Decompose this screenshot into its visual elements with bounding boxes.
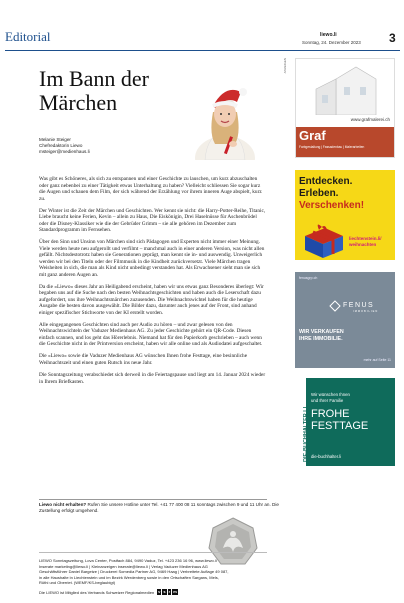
buch-small-2: und Ihrer Familie — [311, 397, 344, 403]
imprint-line: Geschäftsführer Daniel Bargetze | Druckerei Somedia Partner AG, 9469 Haag | Verbreitete Auflage 49 087, — [39, 569, 229, 575]
buch-greeting-1: FROHE — [311, 408, 350, 420]
lie-headline-2: Erleben. — [299, 188, 339, 199]
article-paragraph: Die «Liewo» sowie die Vaduzer Medienhaus AG wünschen Ihnen frohe Festtage, eine besinnliche Weihnachtszeit und einen guten Rutsch ins neue Jahr. — [39, 353, 248, 366]
vsrm-membership — [39, 589, 178, 595]
buch-greeting — [311, 408, 368, 432]
article-paragraph: Die Sonntagszeitung verabschiedet sich derweil in die Feiertagspause und liegt am 14. Januar 2024 wieder in Ihrem Briefkasten. — [39, 372, 266, 385]
lie-url[interactable] — [349, 236, 382, 248]
buch-small-1: Wir wünschen Ihnen — [311, 392, 350, 397]
buch-url[interactable]: die-buchhalter.li — [311, 454, 342, 459]
buch-greeting-2: FESTTAGE — [311, 420, 369, 432]
ads-label: ANZEIGEN — [283, 58, 287, 74]
imprint-line: LIEWO Sonntagszeitung, Lova Center, Postfach 884, 9490 Vaduz, Tel. +423 236 16 96, www.liewo.li — [39, 558, 217, 563]
author-name: Melanie Steiger — [39, 137, 71, 142]
fenus-message-2: IHRE IMMOBILIE. — [299, 335, 343, 342]
imprint-line: Rüthi und Oberriet. (WEMF/KS-beglaubigt) — [39, 580, 116, 586]
ad-graf[interactable] — [295, 58, 395, 158]
article-paragraph: Was gibt es Schöneres, als sich zu entspannen und einer Geschichte zu lauschen, um kurz abzuschalten oder ganz nebenbei zu einer Tätigkeit etwas Unterhaltung zu haben? Vielleicht schliessen Sie sogar kurz die Augen und schauen dem Film, der sich während der Erzählung vor ihrem inneren Auge abspielt, kurz zu. — [39, 176, 262, 202]
buch-vertical-logo: DIE-BUCHHALTER.LI — [303, 406, 309, 462]
vsrm-letter: m — [173, 589, 177, 594]
author-role: Chefredaktorin Liewo — [39, 143, 83, 149]
lie-headline-1: Entdecken. — [299, 176, 353, 187]
article-paragraph: Der Winter ist die Zeit der Märchen und Geschichten. Wer kennt sie nicht: die Harry-Potter-Reihe, Titanic, Liebe braucht keine Ferien, Kevin – allein zu Haus, Die Eiskönigin, Drei Haselnüsse für Aschenbrödel oder die Disney-Klassiker wie die der Gebrüder Grimm – sie alle gehören im Dezember zum Standardprogramm im Fernsehen. — [39, 207, 266, 234]
vsrm-letter: r — [168, 589, 171, 594]
imprint — [39, 558, 267, 586]
notice-text: Rufen Sie unsere Hotline unter Tel. +41 77 400 08 11 sonntags zwischen 9 und 11 Uhr an. Die Zustellung erfolgt umgehend. — [39, 502, 279, 513]
article-body — [39, 176, 267, 391]
header-date: Sonntag, 24. Dezember 2023 — [302, 40, 361, 45]
fenus-logo-mark — [329, 300, 341, 312]
buch-small-text — [311, 392, 350, 403]
graf-banner — [296, 127, 394, 158]
imprint-line: Inserate marketing@liewo.li | Kleinanzeigen inserate@liewo.li | Verlag Vaduzer Medienhaus AG — [39, 563, 208, 569]
ad-liechtenstein[interactable] — [295, 170, 395, 260]
lie-headline-3: Verschenken! — [299, 200, 365, 211]
header-domain: liewo.li — [320, 32, 337, 38]
delivery-notice — [39, 502, 279, 514]
author-block — [39, 137, 90, 156]
vsrm-text: Die LIEWO ist Mitglied des Verbands Schweizer Regionalmedien — [39, 589, 155, 595]
imprint-line: in alle Haushalte in Liechtenstein und im Bezirk Werdenberg sowie in den Ortschaften Sargans, Mels, — [39, 574, 219, 580]
article-paragraph: Alle eingegangenen Geschichten sind auch per Audio zu hören – und zwar gelesen von den Weihnachtswichteln der Vaduzer Medienhaus AG. Zu jeder Geschichte gehört ein QR-Code. Diesen einfach scannen, und los geht das Hörerlebnis. Niemand hat für den Papierkorb geschrieben – auch wenn die Geschichte nicht in der Printversion erscheint, haben wir alle online und als Audiodatei aufgeschaltet. — [39, 321, 263, 348]
header-divider — [5, 50, 400, 51]
page-number: 3 — [389, 31, 396, 45]
author-email[interactable]: msteiger@medienhaus.li — [39, 149, 90, 155]
fenus-logo: FENUS — [343, 302, 375, 309]
graf-url[interactable]: www.grafmalerei.ch — [350, 117, 390, 122]
graf-house-illustration — [296, 59, 395, 115]
fenus-cta[interactable]: mehr auf Seite 11 — [363, 358, 391, 362]
lie-url-line-1: liechtenstein.li/ — [349, 236, 382, 241]
ad-fenus[interactable] — [295, 272, 395, 368]
fenus-message-1: WIR VERKAUFEN — [299, 329, 344, 335]
fenus-message — [299, 329, 344, 342]
vsrm-letter: v — [158, 589, 161, 594]
gift-box-icon — [301, 218, 347, 258]
ad-buchhalter[interactable] — [295, 378, 395, 466]
notice-divider — [39, 499, 267, 500]
fenus-subtitle: IMMOBILIEN — [353, 310, 379, 313]
fenus-site: fenusgrp.ch — [299, 276, 318, 280]
headline: Im Bann der Märchen — [39, 66, 149, 115]
notice-title: Liewo nicht erhalten? — [39, 502, 87, 507]
vsrm-letter: s — [163, 589, 166, 594]
lie-url-line-2: weihnachten — [349, 242, 377, 247]
section-title: Editorial — [5, 29, 51, 44]
article-paragraph: Da die «Liewo» dieses Jahr an Heiligabend erscheint, haben wir uns etwas ganz Besonderes überlegt: Wir begaben uns auf die Suche nach den besten Weihnachtsgeschichten und haben auch die Leserschaft dazu aufgefordert, uns ihre Weihnachtsmärchen zuzusenden. Die Weihnachtswichtel haben für die heutige Ausgabe die besten davon ausgewählt. Die Bilder dazu, darunter auch jenes auf der Front, sind anhand einiger spezifischer Stichworte von der KI erstellt worden. — [39, 283, 264, 316]
author-photo — [195, 78, 255, 160]
graf-logo: Graf — [299, 128, 326, 143]
vsrm-logo — [157, 589, 178, 595]
graf-tagline: Farbgestaltung | Fassadenbau | Malerarbeiten — [299, 145, 365, 149]
article-paragraph: Über den Sinn und Unsinn von Märchen sind sich Pädagogen und Experten nicht immer einer Meinung. Viele werden heute neu aufgerollt und verfilmt – manchmal auch in einer anderen Version, was nicht allen gefällt. Nichtsdestotrotz haben sie Generationen geprägt, man kennt sie in- und auswendig. Unweigerlich werden wir bei den Titeln oder der Filmmusik in die Kindheit zurückversetzt. Viele Märchen tragen Weisheiten in sich, die man als Kind nicht unbedingt verstanden hat. Als Erwachsener sieht man sie sich mit ganz anderen Augen an. — [39, 239, 265, 278]
imprint-divider — [39, 552, 267, 553]
